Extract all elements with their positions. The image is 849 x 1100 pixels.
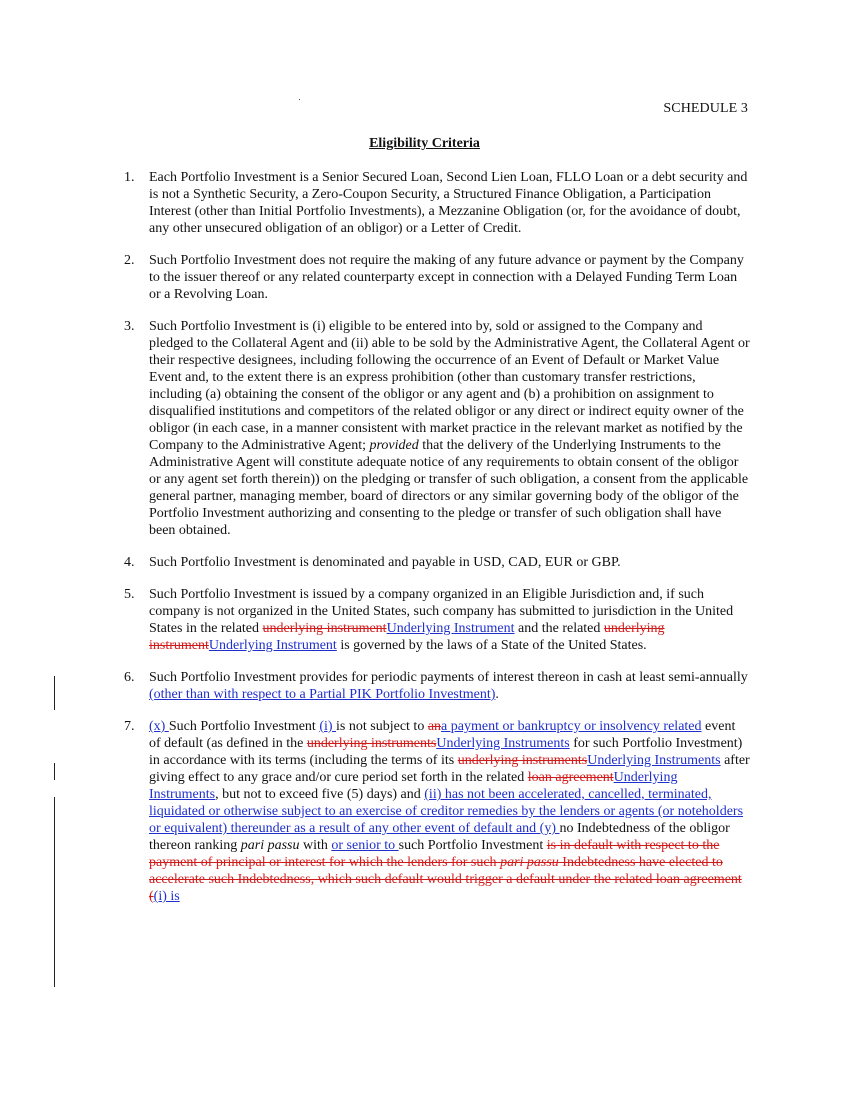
list-item [124, 586, 750, 654]
item-text: for such Portfolio Investment) in accordance with its terms (including the terms of its [149, 736, 743, 768]
item-text: event of default (as defined in the [149, 719, 736, 751]
schedule-label: SCHEDULE 3 [663, 101, 748, 116]
deleted-text: underlying instruments [457, 753, 588, 768]
item-text: that the delivery of the Underlying Instruments to the Administrative Agent will constitute adequate notice of any requirements to obtain consent of the obligor or any agent set forth therein)) on the pledging or transfer of such obligation, a consent from the applicable general partner, managing member, board of directors or any similar governing body of the obligor of the Portfolio Investment authorizing and consenting to the pledge or transfer of such obligation shall have been obtained. [149, 438, 749, 538]
inserted-text: Underlying Instruments [587, 753, 721, 768]
inserted-text: (x) [149, 719, 169, 734]
stray-mark [299, 99, 300, 100]
item-text: and the related [514, 621, 604, 636]
item-text: , but not to exceed five (5) days) and [215, 787, 425, 802]
item-text: . [495, 687, 499, 702]
change-bar [54, 763, 55, 780]
item-number: 5. [124, 587, 135, 602]
item-text: Such Portfolio Investment is denominated and payable in USD, CAD, EUR or GBP. [149, 555, 621, 570]
item-text: is governed by the laws of a State of the United States. [336, 638, 647, 653]
change-bar [54, 676, 55, 710]
item-text: Such Portfolio Investment is issued by a company organized in an Eligible Jurisdiction and, if such company is not organized in the United States, such company has submitted to jurisdiction in the United States in the related [149, 587, 734, 636]
eligibility-criteria-list [124, 169, 750, 920]
deleted-text: underlying instrument [262, 621, 387, 636]
inserted-text: (i) [319, 719, 337, 734]
list-item [124, 169, 750, 237]
item-number: 1. [124, 170, 135, 185]
list-item [124, 718, 750, 905]
page-title: Eligibility Criteria [369, 136, 480, 151]
inserted-text: Underlying Instrument [208, 638, 337, 653]
inserted-text: Underlying Instrument [386, 621, 515, 636]
pari-passu-term: pari passu [240, 838, 300, 853]
inserted-text: a payment or bankruptcy or insolvency related [441, 719, 702, 734]
list-item [124, 554, 750, 571]
item-number: 3. [124, 319, 135, 334]
item-text: no Indebtedness of the obligor thereon ranking [149, 821, 730, 853]
item-number: 6. [124, 670, 135, 685]
list-item [124, 252, 750, 303]
deleted-text: an [427, 719, 442, 734]
inserted-text: Underlying Instruments [436, 736, 570, 751]
item-number: 7. [124, 719, 135, 734]
item-number: 4. [124, 555, 135, 570]
deleted-text: Indebtedness have elected to accelerate such Indebtedness, which such default would trigger a default under the related loan agreement ( [149, 855, 742, 904]
item-text: Such Portfolio Investment is (i) eligible to be entered into by, sold or assigned to the Company and pledged to the Collateral Agent and (ii) able to be sold by the Administrative Agent, the Collateral Agent or their respective designees, including following the occurrence of an Event of Default or Market Value Event and, to the extent there is an express prohibition (other than customary transfer restrictions, including (a) obtaining the consent of the obligor or any agent and (b) a prohibition on assignment to disqualified institutions and competitors of the related obligor or any direct or indirect equity owner of the obligor (in each case, in a manner consistent with market practice in the relevant market as notified by the Company to the Administrative Agent; [149, 319, 750, 453]
item-text: with [299, 838, 332, 853]
item-text: is not subject to [336, 719, 428, 734]
item-text: after giving effect to any grace and/or cure period set forth in the related [149, 753, 750, 785]
change-bar [54, 797, 55, 987]
deleted-text: loan agreement [527, 770, 614, 785]
inserted-text: (other than with respect to a Partial PIK Portfolio Investment) [149, 687, 496, 702]
inserted-text: or senior to [331, 838, 399, 853]
inserted-text: (i) is [153, 889, 180, 904]
inserted-text: (ii) has not been accelerated, cancelled, terminated, liquidated or otherwise subject to an exercise of creditor remedies by the lenders or agents (or noteholders or equivalent) thereunder as a result of any other event of default and (y) [149, 787, 744, 836]
item-text: Each Portfolio Investment is a Senior Secured Loan, Second Lien Loan, FLLO Loan or a debt security and is not a Synthetic Security, a Zero-Coupon Security, a Structured Finance Obligation, a Participation Interest (other than Initial Portfolio Investments), a Mezzanine Obligation (or, for the avoidance of doubt, any other unsecured obligation of an obligor) or a Letter of Credit. [149, 170, 748, 236]
item-text: Such Portfolio Investment [168, 719, 320, 734]
item-number: 2. [124, 253, 135, 268]
deleted-text: underlying instrument [149, 621, 665, 653]
deleted-text: pari passu [500, 855, 559, 870]
list-item [124, 669, 750, 703]
provided-term: provided [369, 438, 419, 453]
deleted-text: underlying instruments [306, 736, 437, 751]
list-item [124, 318, 750, 539]
item-text: Such Portfolio Investment does not require the making of any future advance or payment by the Company to the issuer thereof or any related counterparty except in connection with a Delayed Funding Term Loan or a Revolving Loan. [149, 253, 744, 302]
item-text: Such Portfolio Investment provides for periodic payments of interest thereon in cash at least semi-annually [149, 670, 748, 685]
item-text: such Portfolio Investment [398, 838, 547, 853]
inserted-text: Underlying Instruments [149, 770, 678, 802]
deleted-text: is in default with respect to the payment of principal or interest for which the lenders for such [149, 838, 720, 870]
